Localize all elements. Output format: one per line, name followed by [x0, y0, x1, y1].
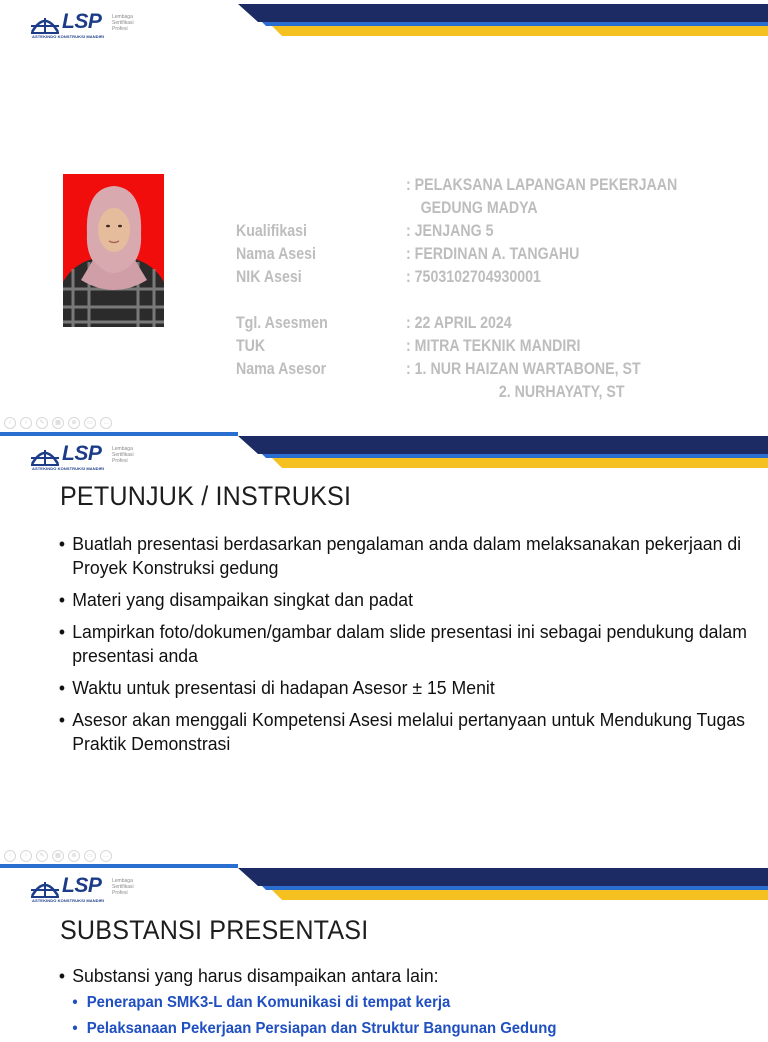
label-nama-asesi: Nama Asesi — [236, 245, 316, 263]
subtitle-icon[interactable]: ▭ — [84, 850, 96, 862]
logo-tagline: Lembaga Sertifikasi Profesi — [112, 446, 134, 464]
value-nik-asesi: : 7503102704930001 — [406, 268, 541, 286]
arch-logo-icon — [30, 444, 60, 468]
subtitle-icon[interactable]: ▭ — [84, 417, 96, 429]
logo-brand: LSP — [62, 442, 102, 465]
value-asesor-2: 2. NURHAYATY, ST — [498, 383, 625, 401]
more-icon[interactable]: … — [100, 417, 112, 429]
arch-logo-icon — [30, 12, 60, 36]
list-item: • Pelaksanaan Pekerjaan Persiapan dan Struktur Bangunan Gedung — [56, 1016, 728, 1042]
slide-nav-controls — [4, 850, 112, 864]
label-nama-asesor: Nama Asesor — [236, 360, 327, 378]
next-icon[interactable]: › — [20, 850, 32, 862]
value-kualifikasi: : JENJANG 5 — [406, 222, 494, 240]
lsp-logo — [30, 12, 142, 40]
pen-icon[interactable]: ✎ — [36, 417, 48, 429]
arch-logo-icon — [30, 876, 60, 900]
logo-org-name: ASTEKINDO KONSTRUKSI MANDIRI — [32, 34, 105, 39]
instruction-list — [56, 532, 756, 764]
lsp-logo — [30, 444, 142, 472]
assessment-labels — [236, 312, 328, 381]
value-nama-asesi: : FERDINAN A. TANGAHU — [406, 245, 580, 263]
label-tuk: TUK — [236, 337, 266, 355]
list-item: • Waktu untuk presentasi di hadapan Asesor ± 15 Menit — [56, 676, 768, 700]
more-icon[interactable]: … — [100, 850, 112, 862]
logo-org-name: ASTEKINDO KONSTRUKSI MANDIRI — [32, 898, 105, 903]
list-item: • Materi yang disampaikan singkat dan padat — [56, 588, 768, 612]
logo-org-name: ASTEKINDO KONSTRUKSI MANDIRI — [32, 466, 105, 471]
list-item: • Penerapan SMK3-L dan Komunikasi di tempat kerja — [56, 990, 728, 1016]
slide-nav-controls — [4, 417, 112, 431]
label-kualifikasi: Kualifikasi — [236, 222, 307, 240]
value-asesor-1: : 1. NUR HAIZAN WARTABONE, ST — [406, 360, 641, 378]
next-icon[interactable]: › — [20, 417, 32, 429]
info-labels — [236, 174, 316, 289]
list-item: • Substansi yang harus disampaikan antara lain: — [56, 964, 768, 988]
prev-icon[interactable]: ‹ — [4, 850, 16, 862]
info-values — [406, 174, 677, 289]
pen-icon[interactable]: ✎ — [36, 850, 48, 862]
substance-sub-list — [56, 990, 756, 1042]
label-nik-asesi: NIK Asesi — [236, 268, 302, 286]
logo-tagline: Lembaga Sertifikasi Profesi — [112, 14, 134, 32]
value-tgl-asesmen: : 22 APRIL 2024 — [406, 314, 512, 332]
label-tgl-asesmen: Tgl. Asesmen — [236, 314, 328, 332]
person-photo-icon — [63, 174, 164, 327]
lsp-logo — [30, 876, 142, 904]
slide2-title: PETUNJUK / INSTRUKSI — [60, 481, 352, 511]
prev-icon[interactable]: ‹ — [4, 417, 16, 429]
slides-icon[interactable]: ▦ — [52, 417, 64, 429]
assessment-values — [406, 312, 641, 404]
zoom-icon[interactable]: ⊕ — [68, 850, 80, 862]
logo-tagline: Lembaga Sertifikasi Profesi — [112, 878, 134, 896]
value-tuk: : MITRA TEKNIK MANDIRI — [406, 337, 581, 355]
slides-icon[interactable]: ▦ — [52, 850, 64, 862]
slide3-title: SUBSTANSI PRESENTASI — [60, 915, 369, 945]
slide-cover — [0, 0, 768, 432]
logo-brand: LSP — [62, 874, 102, 897]
value-jabatan: : PELAKSANA LAPANGAN PEKERJAAN — [406, 176, 678, 194]
asesi-photo — [63, 174, 164, 327]
list-item: • Asesor akan menggali Kompetensi Asesi melalui pertanyaan untuk Mendukung Tugas Praktik Demonstrasi — [56, 708, 768, 756]
zoom-icon[interactable]: ⊕ — [68, 417, 80, 429]
logo-brand: LSP — [62, 10, 102, 33]
list-item: • Lampirkan foto/dokumen/gambar dalam slide presentasi ini sebagai pendukung dalam presentasi anda — [56, 620, 768, 668]
value-jabatan-2: GEDUNG MADYA — [420, 199, 538, 217]
list-item: • Buatlah presentasi berdasarkan pengalaman anda dalam melaksanakan pekerjaan di Proyek Konstruksi gedung — [56, 532, 768, 580]
